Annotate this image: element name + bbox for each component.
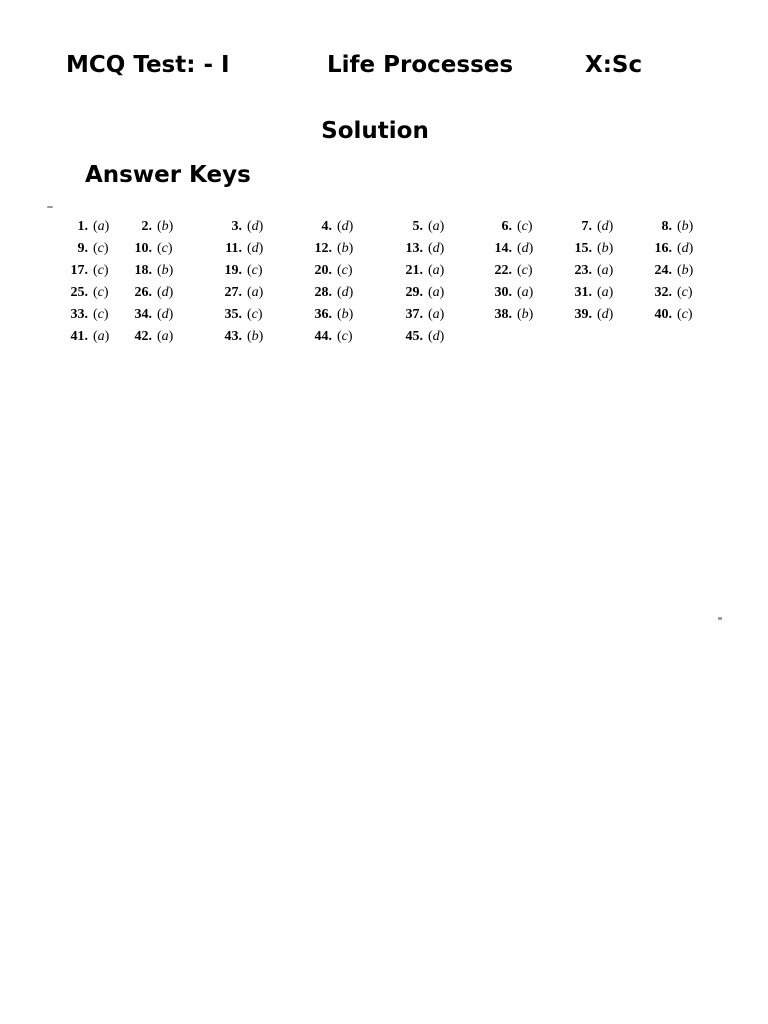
answer-item [480,241,533,257]
question-number: 15. [574,241,592,256]
answer-item [120,263,173,279]
answer-item [560,241,613,257]
question-number: 38. [494,307,512,322]
answer-option: (b) [677,263,694,278]
answer-item [300,241,353,257]
answer-option: (a) [157,329,174,344]
answer-option: (a) [597,285,614,300]
question-number: 20. [314,263,332,278]
document-header [0,52,768,86]
question-number: 30. [494,285,512,300]
question-number: 2. [141,219,152,234]
question-number: 25. [70,285,88,300]
question-number: 26. [134,285,152,300]
answer-row [0,285,768,307]
answer-option: (c) [93,241,109,256]
question-number: 4. [321,219,332,234]
question-number: 1. [77,219,88,234]
answer-option: (a) [93,329,110,344]
question-number: 42. [134,329,152,344]
answer-item [640,263,693,279]
answer-item [391,263,444,279]
answer-option: (d) [517,241,534,256]
answer-item [210,329,263,345]
question-number: 28. [314,285,332,300]
question-number: 39. [574,307,592,322]
answer-option: (d) [157,307,174,322]
answer-item [300,219,353,235]
answer-key-grid [0,219,768,351]
answer-item [391,329,444,345]
answer-item [391,241,444,257]
answer-item [210,241,263,257]
question-number: 10. [134,241,152,256]
answer-option: (c) [247,263,263,278]
answer-option: (d) [597,307,614,322]
answer-item [120,241,173,257]
question-number: 35. [224,307,242,322]
question-number: 44. [314,329,332,344]
answer-item [120,219,173,235]
answer-option: (d) [677,241,694,256]
answer-row [0,241,768,263]
answer-option: (c) [247,307,263,322]
question-number: 9. [77,241,88,256]
answer-option: (a) [93,219,110,234]
answer-item [56,285,109,301]
question-number: 23. [574,263,592,278]
answer-option: (d) [428,329,445,344]
answer-row [0,219,768,241]
question-number: 34. [134,307,152,322]
answer-option: (a) [428,219,445,234]
question-number: 41. [70,329,88,344]
answer-row [0,307,768,329]
answer-option: (b) [247,329,264,344]
question-number: 43. [224,329,242,344]
answer-option: (b) [337,241,354,256]
answer-option: (d) [597,219,614,234]
test-title: MCQ Test: - I [66,52,230,78]
answer-option: (b) [677,219,694,234]
answer-item [560,307,613,323]
answer-item [640,219,693,235]
answer-option: (b) [597,241,614,256]
answer-item [300,329,353,345]
question-number: 40. [654,307,672,322]
question-number: 22. [494,263,512,278]
question-number: 33. [70,307,88,322]
answer-item [640,285,693,301]
answer-option: (d) [247,219,264,234]
question-number: 16. [654,241,672,256]
answer-item [480,263,533,279]
question-number: 27. [224,285,242,300]
question-number: 18. [134,263,152,278]
answer-option: (c) [517,219,533,234]
answer-item [560,263,613,279]
answer-item [300,263,353,279]
answer-item [391,307,444,323]
topic-title: Life Processes [327,52,514,78]
question-number: 29. [405,285,423,300]
question-number: 6. [501,219,512,234]
solution-heading: Solution [321,118,429,144]
answer-item [56,241,109,257]
answer-option: (c) [677,307,693,322]
answer-option: (d) [428,241,445,256]
answer-option: (d) [337,219,354,234]
answer-item [56,263,109,279]
question-number: 12. [314,241,332,256]
answer-item [210,263,263,279]
answer-option: (c) [93,263,109,278]
question-number: 32. [654,285,672,300]
question-number: 11. [225,241,242,256]
answer-option: (c) [93,285,109,300]
answer-item [120,329,173,345]
question-number: 37. [405,307,423,322]
scan-speck [718,617,722,620]
answer-item [480,307,533,323]
answer-item [480,285,533,301]
answer-item [56,219,109,235]
answer-item [210,219,263,235]
question-number: 7. [581,219,592,234]
question-number: 19. [224,263,242,278]
answer-option: (c) [677,285,693,300]
answer-option: (a) [247,285,264,300]
answer-item [480,219,533,235]
answer-item [120,307,173,323]
answer-option: (b) [337,307,354,322]
answer-option: (a) [428,263,445,278]
answer-item [391,219,444,235]
question-number: 3. [231,219,242,234]
question-number: 17. [70,263,88,278]
answer-item [560,285,613,301]
answer-option: (c) [517,263,533,278]
question-number: 31. [574,285,592,300]
answer-item [210,285,263,301]
answer-item [640,307,693,323]
answer-item [300,307,353,323]
answer-item [120,285,173,301]
scan-speck [47,206,53,208]
answer-option: (c) [157,241,173,256]
answer-row [0,329,768,351]
answer-option: (a) [428,285,445,300]
answer-item [391,285,444,301]
question-number: 8. [661,219,672,234]
answer-option: (a) [428,307,445,322]
answer-item [300,285,353,301]
answer-option: (b) [157,219,174,234]
answer-item [56,329,109,345]
answer-item [56,307,109,323]
answer-option: (d) [247,241,264,256]
answer-option: (d) [157,285,174,300]
answer-keys-heading: Answer Keys [85,162,251,188]
answer-option: (b) [517,307,534,322]
answer-item [560,219,613,235]
answer-item [210,307,263,323]
answer-option: (c) [337,263,353,278]
answer-option: (a) [597,263,614,278]
answer-row [0,263,768,285]
question-number: 24. [654,263,672,278]
question-number: 5. [412,219,423,234]
answer-option: (b) [157,263,174,278]
question-number: 21. [405,263,423,278]
answer-option: (c) [93,307,109,322]
question-number: 36. [314,307,332,322]
question-number: 45. [405,329,423,344]
answer-option: (d) [337,285,354,300]
class-label: X:Sc [585,52,643,78]
answer-option: (a) [517,285,534,300]
answer-item [640,241,693,257]
answer-option: (c) [337,329,353,344]
question-number: 13. [405,241,423,256]
question-number: 14. [494,241,512,256]
